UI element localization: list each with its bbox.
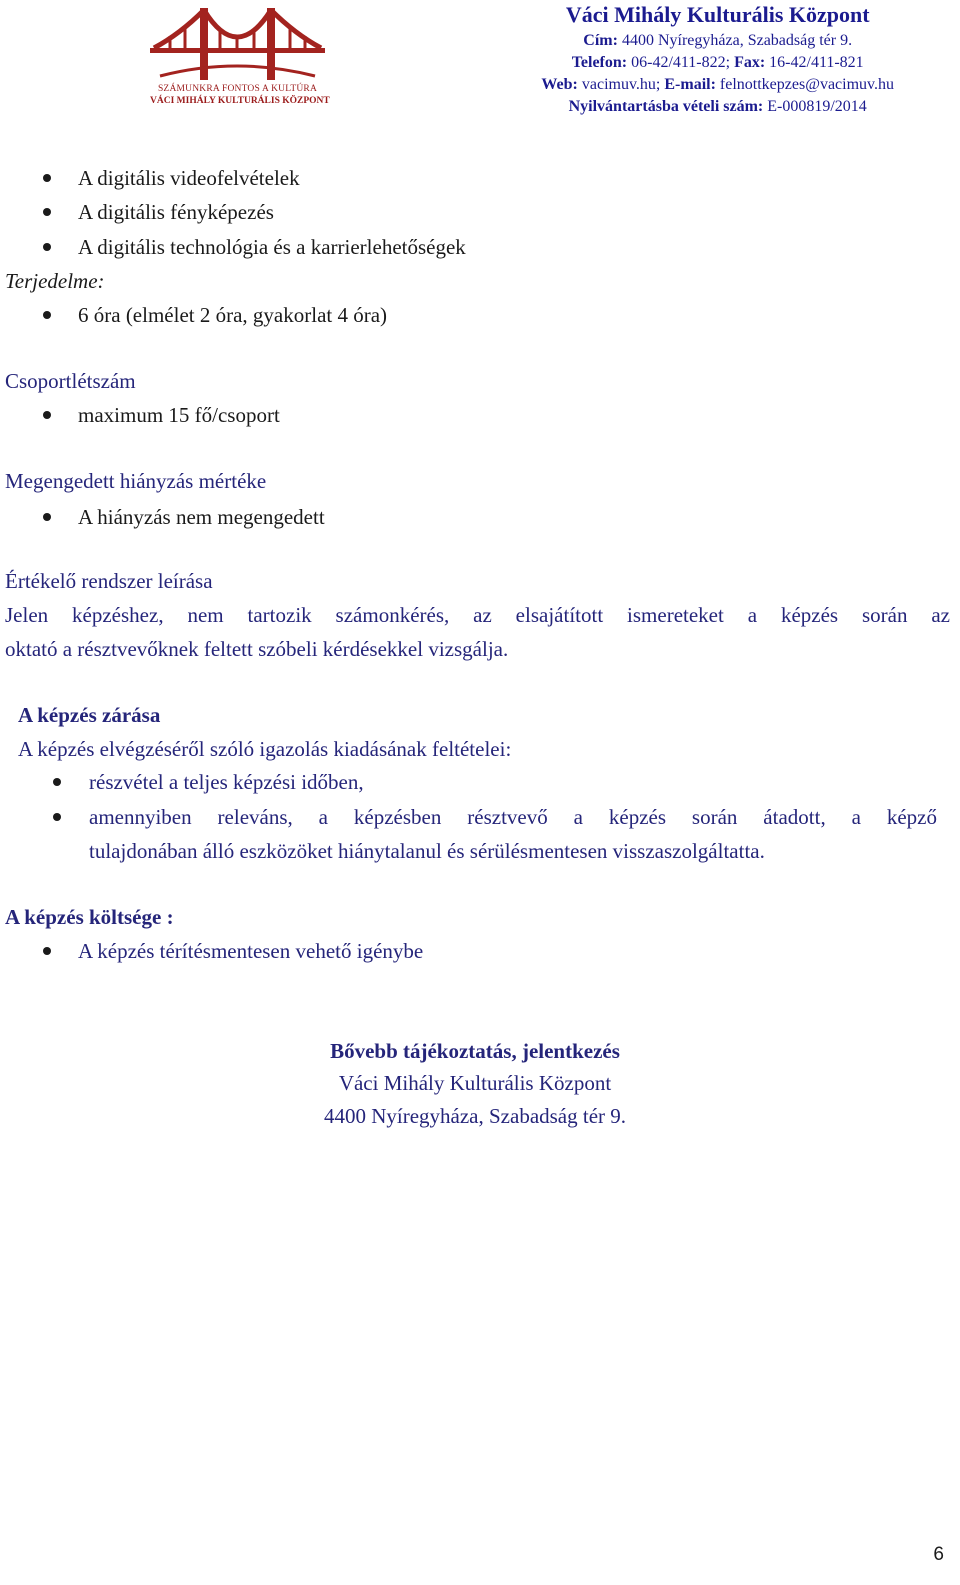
organization-logo [150, 4, 330, 108]
header-org-name: Váci Mihály Kulturális Központ [565, 2, 870, 27]
bullet-icon [43, 513, 51, 521]
list-item: részvétel a teljes képzési időben, [89, 770, 364, 794]
list-item: A hiányzás nem megengedett [78, 505, 325, 529]
closing-heading: A képzés zárása [18, 703, 161, 727]
logo-org-name: VÁCI MIHÁLY KULTURÁLIS KÖZPONT [150, 96, 330, 106]
list-item: maximum 15 fő/csoport [78, 403, 280, 427]
list-item: 6 óra (elmélet 2 óra, gyakorlat 4 óra) [78, 303, 388, 327]
phone-value: 06-42/411-822; [631, 54, 731, 71]
registration-value: E-000819/2014 [767, 98, 867, 115]
header-registration [541, 96, 894, 118]
closing-intro: A képzés elvégzéséről szóló igazolás kiadásának feltételei: [18, 737, 512, 761]
fax-value: 16-42/411-821 [769, 54, 864, 71]
evaluation-line-2: oktató a résztvevőknek feltett szóbeli kérdésekkel vizsgálja. [5, 637, 509, 661]
logo-tagline: SZÁMUNKRA FONTOS A KULTÚRA [157, 84, 318, 94]
list-item: A képzés térítésmentesen vehető igénybe [78, 939, 424, 963]
web-label: Web: [541, 76, 578, 93]
list-item: amennyiben releváns, a képzésben résztvevő a képzés során átadott, a képző [89, 805, 937, 829]
bullet-icon [43, 243, 51, 251]
duration-heading: Terjedelme: [5, 269, 105, 293]
bullet-icon [43, 174, 51, 182]
group-size-heading: Csoportlétszám [5, 369, 136, 393]
header-address [541, 30, 894, 52]
absence-heading: Megengedett hiányzás mértéke [5, 469, 267, 493]
header-web-email [541, 74, 894, 96]
email-value[interactable]: felnottkepzes@vacimuv.hu [719, 76, 894, 93]
bullet-icon [53, 778, 61, 786]
bullet-icon [43, 947, 51, 955]
list-item: A digitális technológia és a karrierlehetőségek [78, 235, 466, 259]
header-phone-fax [541, 52, 894, 74]
footer-org: Váci Mihály Kulturális Központ [338, 1071, 612, 1095]
list-item-continuation: tulajdonában álló eszközöket hiánytalanul és sérülésmentesen visszaszolgáltatta. [89, 839, 765, 863]
footer-title: Bővebb tájékoztatás, jelentkezés [330, 1039, 620, 1063]
page-number: 6 [933, 1544, 944, 1565]
fax-label: Fax: [734, 54, 766, 71]
registration-label: Nyilvántartásba vételi szám: [568, 98, 764, 115]
bullet-icon [43, 208, 51, 216]
web-value[interactable]: vacimuv.hu; [581, 76, 661, 93]
bullet-icon [43, 411, 51, 419]
list-item: A digitális videofelvételek [78, 166, 300, 190]
list-item: A digitális fényképezés [78, 200, 274, 224]
footer-address: 4400 Nyíregyháza, Szabadság tér 9. [323, 1104, 627, 1128]
email-label: E-mail: [664, 76, 716, 93]
cost-heading: A képzés költsége : [5, 905, 174, 929]
letterhead-contact [541, 0, 894, 118]
bullet-icon [53, 813, 61, 821]
phone-label: Telefon: [571, 54, 628, 71]
address-value: 4400 Nyíregyháza, Szabadság tér 9. [621, 32, 853, 49]
bridge-logo-icon [150, 4, 325, 84]
address-label: Cím: [583, 32, 618, 49]
evaluation-line-1: Jelen képzéshez, nem tartozik számonkérés, az elsajátított ismereteket a képzés során az [5, 603, 950, 627]
bullet-icon [43, 311, 51, 319]
evaluation-heading: Értékelő rendszer leírása [5, 569, 213, 593]
